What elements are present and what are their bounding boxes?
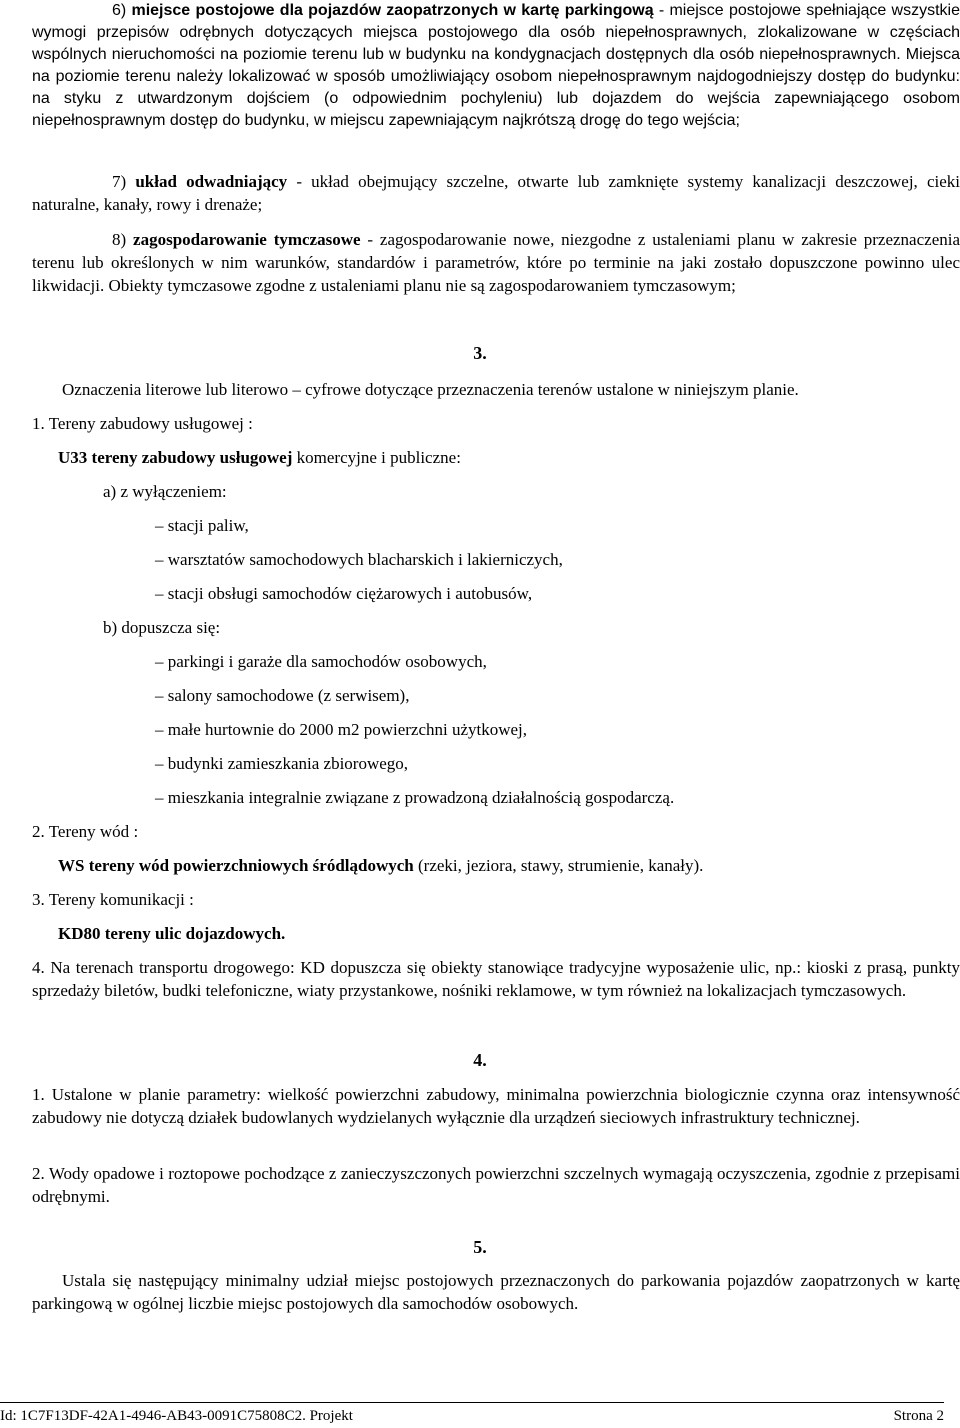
definition-7-number: 7) [112, 172, 127, 191]
ws-code: WS tereny wód powierzchniowych śródlądowych [58, 856, 414, 875]
definition-8 [32, 228, 960, 297]
section-4-item-2: 2. Wody opadowe i roztopowe pochodzące z zanieczyszczonych powierzchni szczelnych wymagają oczyszczenia, zgodnie z przepisami odrębnymi. [32, 1164, 960, 1206]
definition-8-text: - zagospodarowanie nowe, niezgodne z ustaleniami planu w zakresie przeznaczenia terenu lub określonych w nim warunków, standardów i parametrów, które po terminie na jaki zostało dopuszczone powinno ulec likwidacji. Obiekty tymczasowe zgodne z ustaleniami planu nie są zagospodarowaniem tymczasowym; [32, 230, 960, 295]
footer-rule [0, 1402, 944, 1403]
u33-a-item: – stacji paliw, [155, 516, 249, 535]
item-1-title: Tereny zabudowy usługowej [48, 414, 244, 433]
u33-heading: U33 tereny zabudowy usługowej komercyjne i publiczne: [58, 448, 461, 467]
u33-b-item: – salony samochodowe (z serwisem), [155, 686, 410, 705]
section-5-heading: 5. [473, 1237, 487, 1257]
u33-b-item: – parkingi i garaże dla samochodów osobowych, [155, 652, 487, 671]
u33-code: U33 tereny zabudowy usługowej [58, 448, 293, 467]
u33-b-label: b) dopuszcza się: [103, 618, 221, 637]
footer-page-number: Strona 2 [893, 1408, 944, 1424]
u33-b-item: – mieszkania integralnie związane z prowadzoną działalnością gospodarczą. [155, 788, 675, 807]
item-2-title: Tereny wód [48, 822, 130, 841]
item-4: 4. Na terenach transportu drogowego: KD dopuszcza się obiekty stanowiące tradycyjne wyposażenie ulic, np.: kioski z prasą, punkty sprzedaży biletów, budki telefoniczne, wiaty przystankowe, nośniki reklamowe, w tym również na lokalizacjach tymczasowych. [32, 958, 960, 1000]
u33-b-item: – budynki zamieszkania zbiorowego, [155, 754, 409, 773]
item-1-heading: 1. Tereny zabudowy usługowej : [32, 414, 253, 433]
kd-code: KD80 tereny ulic dojazdowych. [58, 924, 286, 943]
section-3-intro: Oznaczenia literowe lub literowo – cyfrowe dotyczące przeznaczenia terenów ustalone w niniejszym planie. [62, 380, 799, 399]
section-5-text: Ustala się następujący minimalny udział miejsc postojowych przeznaczonych do parkowania pojazdów zaopatrzonych w kartę parkingową w ogólnej liczbie miejsc postojowych dla samochodów osobowych. [32, 1271, 960, 1313]
item-3-heading: 3. Tereny komunikacji : [32, 890, 194, 909]
section-3-heading: 3. [473, 343, 487, 363]
u33-a-label: a) z wyłączeniem: [103, 482, 227, 501]
footer-document-id: Id: 1C7F13DF-42A1-4946-AB43-0091C75808C2. Projekt [0, 1408, 353, 1424]
u33-b-item: – małe hurtownie do 2000 m2 powierzchni użytkowej, [155, 720, 528, 739]
item-3-title: Tereny komunikacji [48, 890, 185, 909]
ws-line: WS tereny wód powierzchniowych śródlądowych (rzeki, jeziora, stawy, strumienie, kanały). [58, 856, 704, 875]
u33-a-item: – warsztatów samochodowych blacharskich i lakierniczych, [155, 550, 563, 569]
definition-7-term: układ odwadniający [135, 172, 288, 191]
definition-8-number: 8) [112, 230, 127, 249]
definition-6 [32, 0, 960, 132]
definition-6-term: miejsce postojowe dla pojazdów zaopatrzonych w kartę parkingową [131, 2, 654, 19]
definition-7-text: - układ obejmujący szczelne, otwarte lub zamknięte systemy kanalizacji deszczowej, cieki naturalne, kanały, rowy i drenaże; [32, 172, 960, 214]
definition-8-term: zagospodarowanie tymczasowe [133, 230, 361, 249]
item-2-heading: 2. Tereny wód : [32, 822, 139, 841]
u33-a-item: – stacji obsługi samochodów ciężarowych i autobusów, [155, 584, 533, 603]
definition-7 [32, 170, 960, 216]
kd-line [58, 922, 285, 945]
section-4-heading: 4. [473, 1050, 487, 1070]
definition-6-number: 6) [112, 2, 127, 19]
definition-6-text: - miejsce postojowe spełniające wszystkie wymogi przepisów odrębnych dotyczących miejsca postojowego dla osób niepełnosprawnych, zlokalizowane w częściach wspólnych nieruchomości na poziomie terenu lub w budynku na kondygnacjach dostępnych dla osób niepełnosprawnych. Miejsca na poziomie terenu należy lokalizować w sposób umożliwiający osobom niepełnosprawnym najdogodniejszy dostęp do budynku: na styku z utwardzonym dojściem (o odpowiednim pochyleniu) lub dojazdem do wejścia zapewniającego osobom niepełnosprawnym dostęp do budynku, w miejscu zapewniającym najkrótszą drogę do tego wejścia; [32, 2, 960, 129]
section-4-item-1: 1. Ustalone w planie parametry: wielkość powierzchni zabudowy, minimalna powierzchnia biologicznie czynna oraz intensywność zabudowy nie dotyczą działek budowlanych wydzielanych wyłącznie dla urządzeń sieciowych infrastruktury technicznej. [32, 1085, 960, 1127]
